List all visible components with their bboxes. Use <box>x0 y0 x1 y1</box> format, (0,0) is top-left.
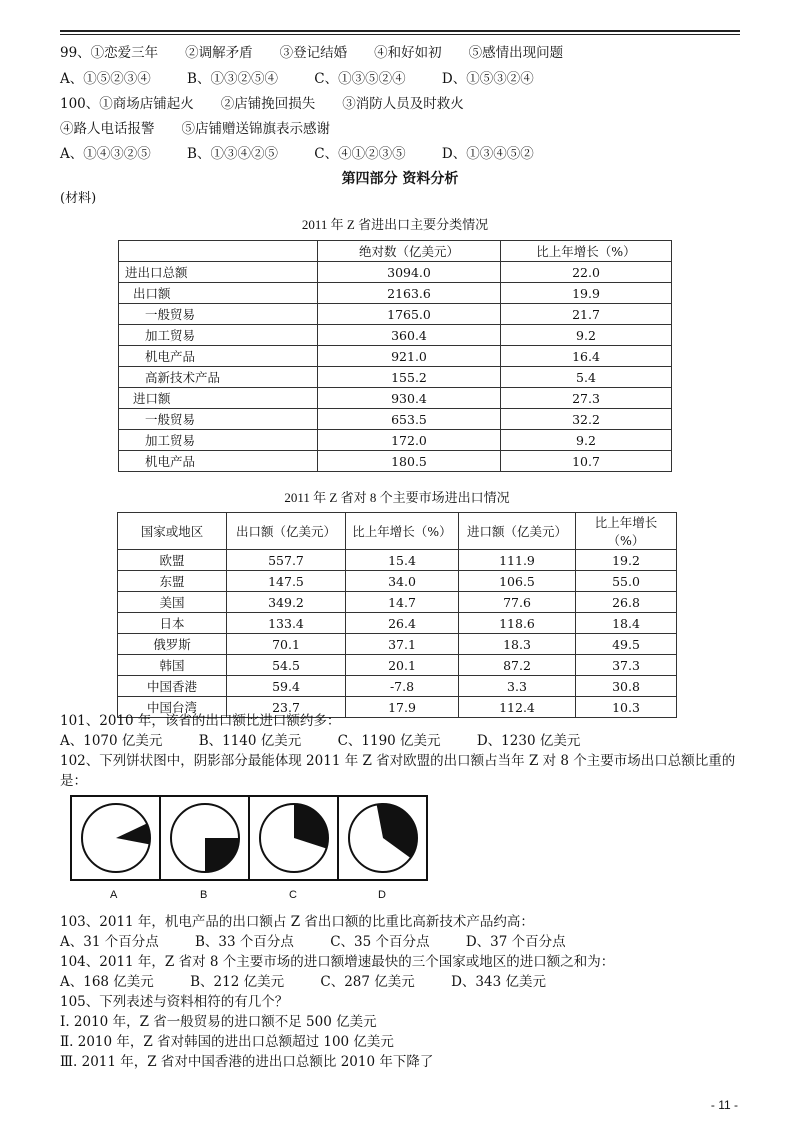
q100-option-d[interactable]: D、①③④⑤② <box>441 146 534 162</box>
cell-abs: 3094.0 <box>318 262 501 283</box>
table-row <box>119 325 672 346</box>
row-label: 一般贸易 <box>119 409 318 430</box>
pie-c-svg <box>250 797 338 879</box>
cell-growth: 5.4 <box>501 367 672 388</box>
pie-b-slice <box>205 838 239 872</box>
q101-options <box>60 732 580 750</box>
q103-option-c[interactable]: C、35 个百分点 <box>330 934 430 950</box>
cell-export-growth: -7.8 <box>346 676 459 697</box>
table-row <box>119 430 672 451</box>
cell-region: 美国 <box>118 592 227 613</box>
cell-abs: 921.0 <box>318 346 501 367</box>
q101-option-b[interactable]: B、1140 亿美元 <box>198 733 302 749</box>
cell-region: 中国香港 <box>118 676 227 697</box>
cell-growth: 21.7 <box>501 304 672 325</box>
q102-stem-line1: 102、下列饼状图中，阴影部分最能体现 2011 年 Z 省对欧盟的出口额占当年 Z 对 8 个主要市场出口总额比重的 <box>60 753 736 769</box>
q104-option-a[interactable]: A、168 亿美元 <box>60 974 154 990</box>
cell-import-growth: 18.4 <box>576 613 677 634</box>
row-label: 机电产品 <box>119 346 318 367</box>
q104-stem: 104、2011 年，Z 省对 8 个主要市场的进口额增速最快的三个国家或地区的进口额之和为： <box>60 954 615 970</box>
cell-abs: 2163.6 <box>318 283 501 304</box>
pie-label-d: D <box>378 889 386 901</box>
q101-option-d[interactable]: D、1230 亿美元 <box>476 733 581 749</box>
table2-header-export: 出口额（亿美元） <box>227 513 346 550</box>
cell-region: 韩国 <box>118 655 227 676</box>
pie-label-b: B <box>200 889 208 901</box>
cell-export: 23.7 <box>227 697 346 718</box>
pie-chart-options <box>70 795 428 881</box>
row-label: 出口额 <box>119 283 318 304</box>
cell-import: 3.3 <box>459 676 576 697</box>
table1-header-growth: 比上年增长（%） <box>501 241 672 262</box>
cell-abs: 653.5 <box>318 409 501 430</box>
table-row <box>118 550 677 571</box>
q99-option-c[interactable]: C、①③⑤②④ <box>314 71 406 87</box>
cell-import-growth: 19.2 <box>576 550 677 571</box>
table-row <box>119 409 672 430</box>
cell-import-growth: 30.8 <box>576 676 677 697</box>
cell-export-growth: 15.4 <box>346 550 459 571</box>
cell-growth: 27.3 <box>501 388 672 409</box>
q103-option-b[interactable]: B、33 个百分点 <box>195 934 294 950</box>
q104-options <box>60 973 546 991</box>
table2-header-import: 进口额（亿美元） <box>459 513 576 550</box>
table-row <box>118 676 677 697</box>
cell-growth: 9.2 <box>501 430 672 451</box>
q105-stem: 105、下列表述与资料相符的有几个？ <box>60 994 289 1010</box>
q105-statement-3: Ⅲ. 2011 年，Z 省对中国香港的进出口总额比 2010 年下降了 <box>60 1054 434 1070</box>
cell-abs: 172.0 <box>318 430 501 451</box>
cell-abs: 930.4 <box>318 388 501 409</box>
q99-option-a[interactable]: A、①⑤②③④ <box>60 71 151 87</box>
cell-export-growth: 26.4 <box>346 613 459 634</box>
material-label: (材料) <box>60 191 97 206</box>
cell-growth: 22.0 <box>501 262 672 283</box>
cell-export-growth: 14.7 <box>346 592 459 613</box>
table-row <box>119 304 672 325</box>
cell-import: 18.3 <box>459 634 576 655</box>
table2-header-export-growth: 比上年增长（%） <box>346 513 459 550</box>
row-label: 加工贸易 <box>119 430 318 451</box>
cell-export: 70.1 <box>227 634 346 655</box>
table-row <box>119 346 672 367</box>
q99-options <box>60 70 534 88</box>
header-rule-thick <box>60 30 740 32</box>
q101-option-c[interactable]: C、1190 亿美元 <box>337 733 441 749</box>
row-label: 加工贸易 <box>119 325 318 346</box>
cell-import-growth: 10.3 <box>576 697 677 718</box>
q100-stem-line1: 100、①商场店铺起火 ②店铺挽回损失 ③消防人员及时救火 <box>60 96 464 112</box>
cell-growth: 32.2 <box>501 409 672 430</box>
table2-header-import-growth: 比上年增长（%） <box>576 513 677 550</box>
q101-stem: 101、2010 年，该省的出口额比进口额约多： <box>60 713 341 729</box>
cell-export: 557.7 <box>227 550 346 571</box>
q103-option-a[interactable]: A、31 个百分点 <box>60 934 159 950</box>
pie-option-b[interactable] <box>161 797 249 879</box>
cell-region: 日本 <box>118 613 227 634</box>
cell-import-growth: 49.5 <box>576 634 677 655</box>
q99-option-d[interactable]: D、①⑤③②④ <box>441 71 534 87</box>
cell-region: 中国台湾 <box>118 697 227 718</box>
pie-option-a[interactable] <box>72 797 160 879</box>
table1-caption: 2011 年 Z 省进出口主要分类情况 <box>301 217 489 232</box>
cell-export-growth: 34.0 <box>346 571 459 592</box>
cell-abs: 360.4 <box>318 325 501 346</box>
section-title: 第四部分 资料分析 <box>341 171 459 187</box>
header-rule-thin <box>60 34 740 35</box>
q100-option-a[interactable]: A、①④③②⑤ <box>60 146 151 162</box>
cell-growth: 16.4 <box>501 346 672 367</box>
pie-a-svg <box>72 797 160 879</box>
cell-export-growth: 17.9 <box>346 697 459 718</box>
q100-options <box>60 145 534 163</box>
table2 <box>117 512 677 718</box>
table-row <box>118 571 677 592</box>
q105-statement-2: Ⅱ. 2010 年，Z 省对韩国的进出口总额超过 100 亿美元 <box>60 1034 394 1050</box>
row-label: 一般贸易 <box>119 304 318 325</box>
table1-header-blank <box>119 241 318 262</box>
q101-option-a[interactable]: A、1070 亿美元 <box>60 733 163 749</box>
cell-export-growth: 20.1 <box>346 655 459 676</box>
q102-stem-line2: 是： <box>60 773 87 789</box>
cell-export-growth: 37.1 <box>346 634 459 655</box>
cell-growth: 19.9 <box>501 283 672 304</box>
cell-import: 112.4 <box>459 697 576 718</box>
q104-option-d[interactable]: D、343 亿美元 <box>451 974 546 990</box>
table-row <box>118 655 677 676</box>
cell-import: 77.6 <box>459 592 576 613</box>
pie-label-a: A <box>110 889 118 901</box>
q104-option-c[interactable]: C、287 亿美元 <box>320 974 415 990</box>
cell-import-growth: 37.3 <box>576 655 677 676</box>
cell-abs: 155.2 <box>318 367 501 388</box>
cell-export: 147.5 <box>227 571 346 592</box>
cell-region: 俄罗斯 <box>118 634 227 655</box>
table2-caption: 2011 年 Z 省对 8 个主要市场进出口情况 <box>284 490 510 505</box>
cell-import: 87.2 <box>459 655 576 676</box>
pie-label-c: C <box>289 889 297 901</box>
pie-d-svg <box>339 797 427 879</box>
q100-option-c[interactable]: C、④①②③⑤ <box>314 146 406 162</box>
cell-growth: 10.7 <box>501 451 672 472</box>
cell-growth: 9.2 <box>501 325 672 346</box>
q105-statement-1: Ⅰ. 2010 年，Z 省一般贸易的进口额不足 500 亿美元 <box>60 1014 377 1030</box>
table-row <box>119 388 672 409</box>
pie-b-svg <box>161 797 249 879</box>
table2-header-region: 国家或地区 <box>118 513 227 550</box>
cell-region: 欧盟 <box>118 550 227 571</box>
cell-export: 349.2 <box>227 592 346 613</box>
q103-stem: 103、2011 年，机电产品的出口额占 Z 省出口额的比重比高新技术产品约高： <box>60 914 534 930</box>
cell-import: 118.6 <box>459 613 576 634</box>
cell-export: 59.4 <box>227 676 346 697</box>
table-row <box>119 283 672 304</box>
cell-export: 54.5 <box>227 655 346 676</box>
table1 <box>118 240 672 472</box>
table-row <box>118 634 677 655</box>
q103-options <box>60 933 566 951</box>
cell-abs: 180.5 <box>318 451 501 472</box>
pie-option-d[interactable] <box>339 797 427 879</box>
cell-import-growth: 55.0 <box>576 571 677 592</box>
q103-option-d[interactable]: D、37 个百分点 <box>465 934 566 950</box>
table-row <box>119 262 672 283</box>
q100-stem-line2: ④路人电话报警 ⑤店铺赠送锦旗表示感谢 <box>60 121 330 137</box>
table-row <box>118 592 677 613</box>
q99-stem: 99、①恋爱三年 ②调解矛盾 ③登记结婚 ④和好如初 ⑤感情出现问题 <box>60 45 564 61</box>
page-number: - 11 - <box>710 1098 738 1112</box>
row-label: 进口额 <box>119 388 318 409</box>
row-label: 机电产品 <box>119 451 318 472</box>
cell-import: 106.5 <box>459 571 576 592</box>
cell-import: 111.9 <box>459 550 576 571</box>
q100-option-b[interactable]: B、①③④②⑤ <box>187 146 278 162</box>
cell-abs: 1765.0 <box>318 304 501 325</box>
cell-export: 133.4 <box>227 613 346 634</box>
table1-header-abs: 绝对数（亿美元） <box>318 241 501 262</box>
pie-option-c[interactable] <box>250 797 338 879</box>
table-row <box>119 367 672 388</box>
q99-option-b[interactable]: B、①③②⑤④ <box>187 71 278 87</box>
table-row <box>119 451 672 472</box>
cell-region: 东盟 <box>118 571 227 592</box>
cell-import-growth: 26.8 <box>576 592 677 613</box>
q104-option-b[interactable]: B、212 亿美元 <box>190 974 285 990</box>
row-label: 进出口总额 <box>119 262 318 283</box>
table-row <box>118 613 677 634</box>
row-label: 高新技术产品 <box>119 367 318 388</box>
